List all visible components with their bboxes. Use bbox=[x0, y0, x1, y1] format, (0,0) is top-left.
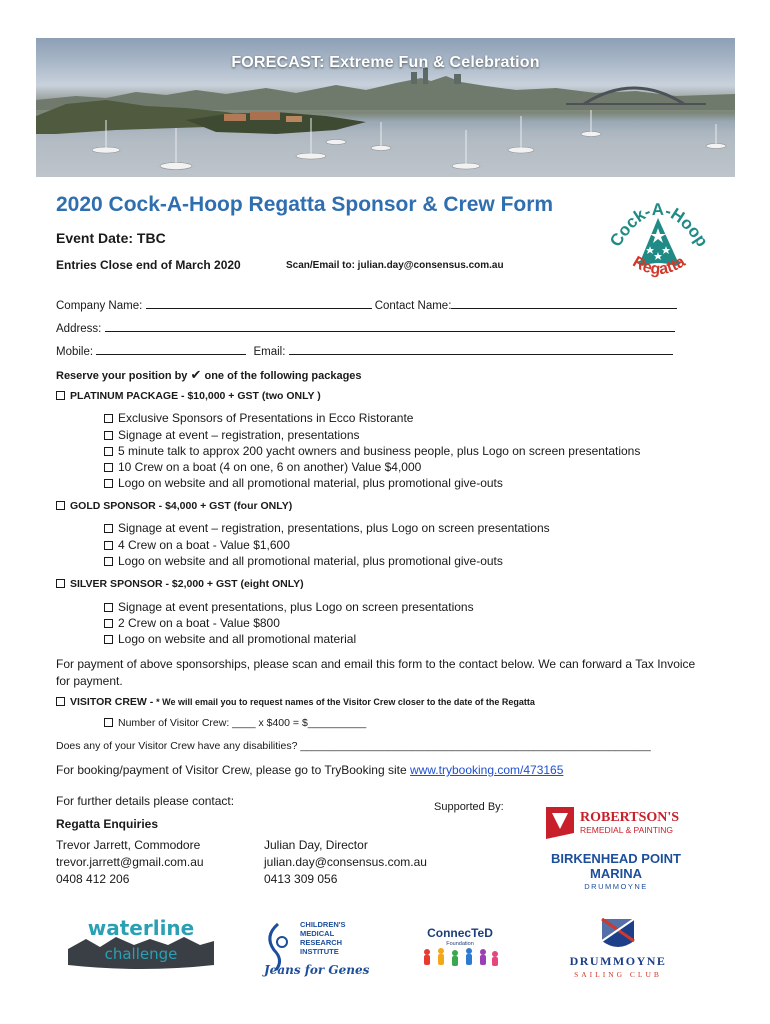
company-name-field[interactable] bbox=[146, 298, 372, 309]
item-text: 5 minute talk to approx 200 yacht owners and business people, plus Logo on screen presentations bbox=[118, 444, 641, 458]
package-heading: GOLD SPONSOR - $4,000 + GST (four ONLY) bbox=[70, 500, 293, 512]
birkenhead-line2: MARINA bbox=[590, 866, 642, 881]
item-text: 4 Crew on a boat - Value $1,600 bbox=[118, 538, 290, 552]
reserve-prefix: Reserve your position by bbox=[56, 370, 188, 382]
checkbox-icon[interactable] bbox=[56, 501, 65, 510]
event-date: Event Date: TBC bbox=[56, 230, 166, 246]
list-item[interactable] bbox=[104, 460, 421, 474]
list-item[interactable] bbox=[104, 632, 356, 646]
badge-top-text: Cock-A-Hoop bbox=[606, 199, 710, 251]
birkenhead-line1: BIRKENHEAD POINT bbox=[550, 851, 682, 866]
platinum-package[interactable] bbox=[56, 390, 321, 402]
checkbox-icon[interactable] bbox=[104, 524, 113, 533]
robertsons-tag: REMEDIAL & PAINTING bbox=[580, 825, 674, 835]
item-text: Signage at event – registration, presentations bbox=[118, 428, 360, 442]
address-label: Address: bbox=[56, 323, 102, 335]
checkbox-icon[interactable] bbox=[56, 579, 65, 588]
cmri-line1: CHILDREN'S bbox=[300, 920, 346, 929]
list-item[interactable] bbox=[104, 600, 474, 614]
birkenhead-line3: DRUMMOYNE bbox=[584, 882, 648, 891]
drummoyne-line1: DRUMMOYNE bbox=[569, 954, 667, 968]
payment-note: For payment of above sponsorships, please scan and email this form to the contact below. We can forward a Tax Invoice for payment. bbox=[56, 657, 696, 688]
mobile-field[interactable] bbox=[96, 344, 246, 355]
cmri-line2: MEDICAL bbox=[300, 929, 335, 938]
company-label: Company Name: bbox=[56, 300, 143, 312]
visitor-note: * We will email you to request names of the Visitor Crew closer to the date of the Regatta bbox=[156, 697, 535, 707]
list-item[interactable] bbox=[104, 538, 290, 552]
list-item[interactable] bbox=[104, 444, 640, 458]
email-field[interactable] bbox=[289, 344, 673, 355]
contact-name: Julian Day, Director bbox=[264, 838, 368, 852]
item-text: Signage at event presentations, plus Logo on screen presentations bbox=[118, 600, 474, 614]
checkbox-icon[interactable] bbox=[104, 541, 113, 550]
checkbox-icon[interactable] bbox=[104, 431, 113, 440]
connected-name: ConnecTeD bbox=[427, 926, 493, 940]
booking-line bbox=[56, 762, 563, 779]
list-item[interactable] bbox=[104, 554, 503, 568]
contact-right bbox=[264, 837, 427, 888]
list-item[interactable] bbox=[104, 521, 550, 535]
contact-phone: 0413 309 056 bbox=[264, 872, 338, 886]
item-text: 10 Crew on a boat (4 on one, 6 on another) Value $4,000 bbox=[118, 460, 422, 474]
silver-package[interactable] bbox=[56, 578, 304, 590]
contact-phone: 0408 412 206 bbox=[56, 872, 130, 886]
email-label: Email: bbox=[253, 346, 286, 358]
visitor-number-row[interactable] bbox=[104, 717, 366, 729]
package-heading: PLATINUM PACKAGE - $10,000 + GST (two ONLY ) bbox=[70, 390, 321, 402]
contact-email[interactable]: julian.day@consensus.com.au bbox=[264, 855, 427, 869]
visitor-crew-option[interactable] bbox=[56, 696, 535, 708]
item-text: 2 Crew on a boat - Value $800 bbox=[118, 616, 280, 630]
package-heading: SILVER SPONSOR - $2,000 + GST (eight ONLY) bbox=[70, 578, 304, 590]
connected-foundation-logo bbox=[415, 924, 505, 974]
scan-email-note: Scan/Email to: julian.day@consensus.com.au bbox=[286, 260, 504, 271]
contact-heading: Regatta Enquiries bbox=[56, 817, 159, 831]
list-item[interactable] bbox=[104, 411, 413, 425]
item-text: Logo on website and all promotional material, plus promotional give-outs bbox=[118, 476, 503, 490]
address-row bbox=[56, 321, 675, 335]
booking-text: For booking/payment of Visitor Crew, please go to TryBooking site bbox=[56, 763, 410, 777]
connected-tag: Foundation bbox=[446, 941, 474, 947]
cmri-jeans-for-genes-logo bbox=[260, 918, 370, 978]
robertsons-name: ROBERTSON'S bbox=[580, 810, 680, 825]
contact-intro: For further details please contact: bbox=[56, 794, 235, 808]
checkbox-icon[interactable] bbox=[104, 718, 113, 727]
checkbox-icon[interactable] bbox=[104, 557, 113, 566]
visitor-number-line: Number of Visitor Crew: ____ x $400 = $__________ bbox=[118, 717, 367, 729]
contact-left bbox=[56, 837, 204, 888]
list-item[interactable] bbox=[104, 428, 360, 442]
disabilities-question: Does any of your Visitor Crew have any disabilities? ____________________________________________________________ bbox=[56, 740, 651, 752]
drummoyne-line2: SAILING CLUB bbox=[574, 970, 662, 979]
contact-name-field[interactable] bbox=[451, 298, 677, 309]
badge-bottom-text: Regatta bbox=[629, 253, 689, 279]
address-field[interactable] bbox=[105, 321, 675, 332]
item-text: Logo on website and all promotional material, plus promotional give-outs bbox=[118, 554, 503, 568]
contact-label: Contact Name: bbox=[374, 300, 452, 312]
entries-close: Entries Close end of March 2020 bbox=[56, 258, 241, 272]
checkbox-icon[interactable] bbox=[104, 479, 113, 488]
checkbox-icon[interactable] bbox=[104, 635, 113, 644]
checkbox-icon[interactable] bbox=[104, 447, 113, 456]
trybooking-link[interactable]: www.trybooking.com/473165 bbox=[409, 763, 564, 777]
drummoyne-sailing-club-logo bbox=[548, 915, 688, 981]
reserve-suffix: one of the following packages bbox=[204, 370, 362, 382]
waterline-line1: waterline bbox=[87, 916, 195, 940]
item-text: Logo on website and all promotional material bbox=[118, 632, 357, 646]
mobile-email-row bbox=[56, 344, 673, 358]
contact-name: Trevor Jarrett, Commodore bbox=[56, 838, 201, 852]
mobile-label: Mobile: bbox=[56, 346, 94, 358]
cmri-line3: RESEARCH bbox=[300, 938, 343, 947]
birkenhead-marina-logo bbox=[544, 851, 689, 893]
cmri-line4: INSTITUTE bbox=[300, 947, 339, 956]
checkbox-icon[interactable] bbox=[56, 697, 65, 706]
hero-banner bbox=[36, 38, 735, 177]
list-item[interactable] bbox=[104, 616, 280, 630]
checkbox-icon[interactable] bbox=[104, 463, 113, 472]
waterline-challenge-logo bbox=[66, 915, 216, 973]
item-text: Exclusive Sponsors of Presentations in Ecco Ristorante bbox=[118, 411, 414, 425]
checkbox-icon[interactable] bbox=[104, 414, 113, 423]
regatta-badge-logo bbox=[606, 190, 710, 290]
waterline-line2: challenge bbox=[104, 945, 178, 963]
list-item[interactable] bbox=[104, 476, 503, 490]
checkbox-icon[interactable] bbox=[56, 391, 65, 400]
checkbox-icon[interactable] bbox=[104, 619, 113, 628]
company-contact-row bbox=[56, 298, 677, 312]
cmri-line5: Jeans for Genes bbox=[264, 963, 370, 977]
item-text: Signage at event – registration, presentations, plus Logo on screen presentations bbox=[118, 521, 550, 535]
supported-by-label: Supported By: bbox=[434, 801, 504, 813]
gold-package[interactable] bbox=[56, 500, 292, 512]
robertsons-logo bbox=[544, 803, 689, 841]
contact-email[interactable]: trevor.jarrett@gmail.com.au bbox=[56, 855, 204, 869]
form-title: 2020 Cock-A-Hoop Regatta Sponsor & Crew Form bbox=[56, 193, 554, 216]
hero-title: FORECAST: Extreme Fun & Celebration bbox=[231, 54, 540, 71]
checkbox-icon[interactable] bbox=[104, 603, 113, 612]
reserve-instruction bbox=[56, 367, 362, 383]
visitor-heading: VISITOR CREW - bbox=[70, 696, 157, 708]
check-icon: ✔ bbox=[190, 367, 202, 382]
